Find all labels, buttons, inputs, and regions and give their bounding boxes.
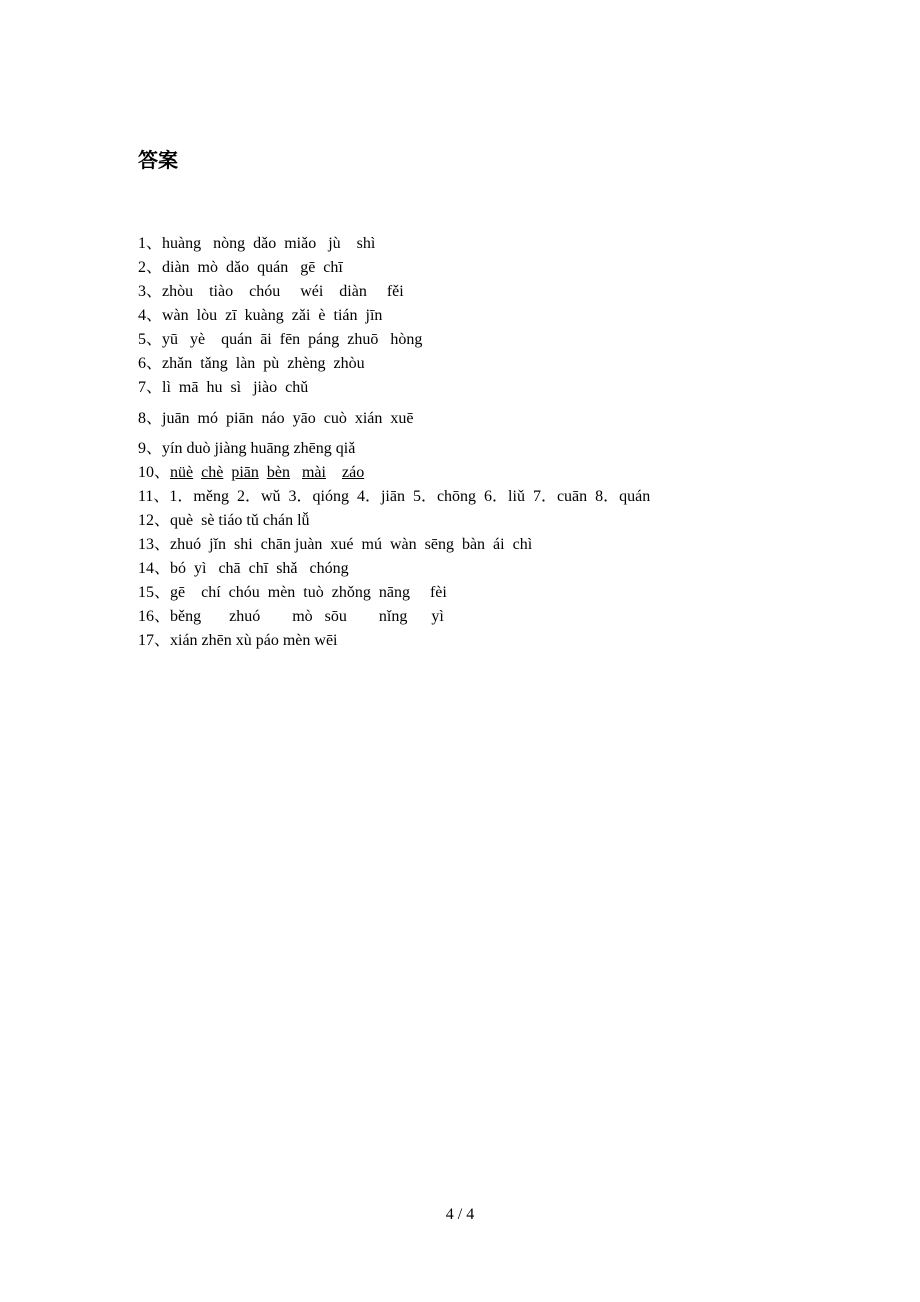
answer-line-5: 5、yū yè quán āi fēn páng zhuō hòng: [138, 331, 423, 348]
answer-line-7: 7、lì mā hu sì jiào chǔ: [138, 379, 309, 396]
answer-10-item: piān: [231, 464, 259, 481]
answer-10-item: záo: [341, 464, 365, 481]
answer-line-6: 6、zhǎn tǎng làn pù zhèng zhòu: [138, 355, 365, 372]
answer-line-12: 12、què sè tiáo tǔ chán lǚ: [138, 512, 310, 529]
answer-line-13: 13、zhuó jǐn shi chān juàn xué mú wàn sēng bàn ái chì: [138, 536, 533, 553]
answer-line-8: 8、juān mó piān náo yāo cuò xián xuē: [138, 410, 414, 427]
answer-10-item: chè: [201, 464, 224, 481]
answer-line-3: 3、zhòu tiào chóu wéi diàn fěi: [138, 283, 404, 300]
answer-line-2: 2、diàn mò dǎo quán gē chī: [138, 259, 343, 276]
answer-line-10: [138, 461, 364, 485]
answer-line-1: 1、huàng nòng dǎo miǎo jù shì: [138, 235, 376, 252]
answer-line-11: 11、1．měng 2．wǔ 3．qióng 4．jiān 5．chōng 6．liǔ 7．cuān 8．quán: [138, 488, 651, 505]
answer-10-item: bèn: [266, 464, 290, 481]
answer-10-item: nüè: [170, 464, 194, 481]
answer-line-15: 15、gē chí chóu mèn tuò zhǒng nāng fèi: [138, 584, 447, 601]
answer-line-17: 17、xián zhēn xù páo mèn wēi: [138, 632, 338, 649]
answer-line-14: 14、bó yì chā chī shǎ chóng: [138, 560, 349, 577]
answer-10-item: mài: [301, 464, 326, 481]
answer-10-prefix: 10、: [138, 464, 171, 481]
answer-line-16: 16、běng zhuó mò sōu nǐng yì: [138, 608, 444, 625]
page-title: 答案: [138, 148, 178, 172]
answer-line-4: 4、wàn lòu zī kuàng zǎi è tián jīn: [138, 307, 383, 324]
page-number: 4 / 4: [445, 1206, 475, 1223]
answer-line-9: 9、yín duò jiàng huāng zhēng qiǎ: [138, 440, 356, 457]
